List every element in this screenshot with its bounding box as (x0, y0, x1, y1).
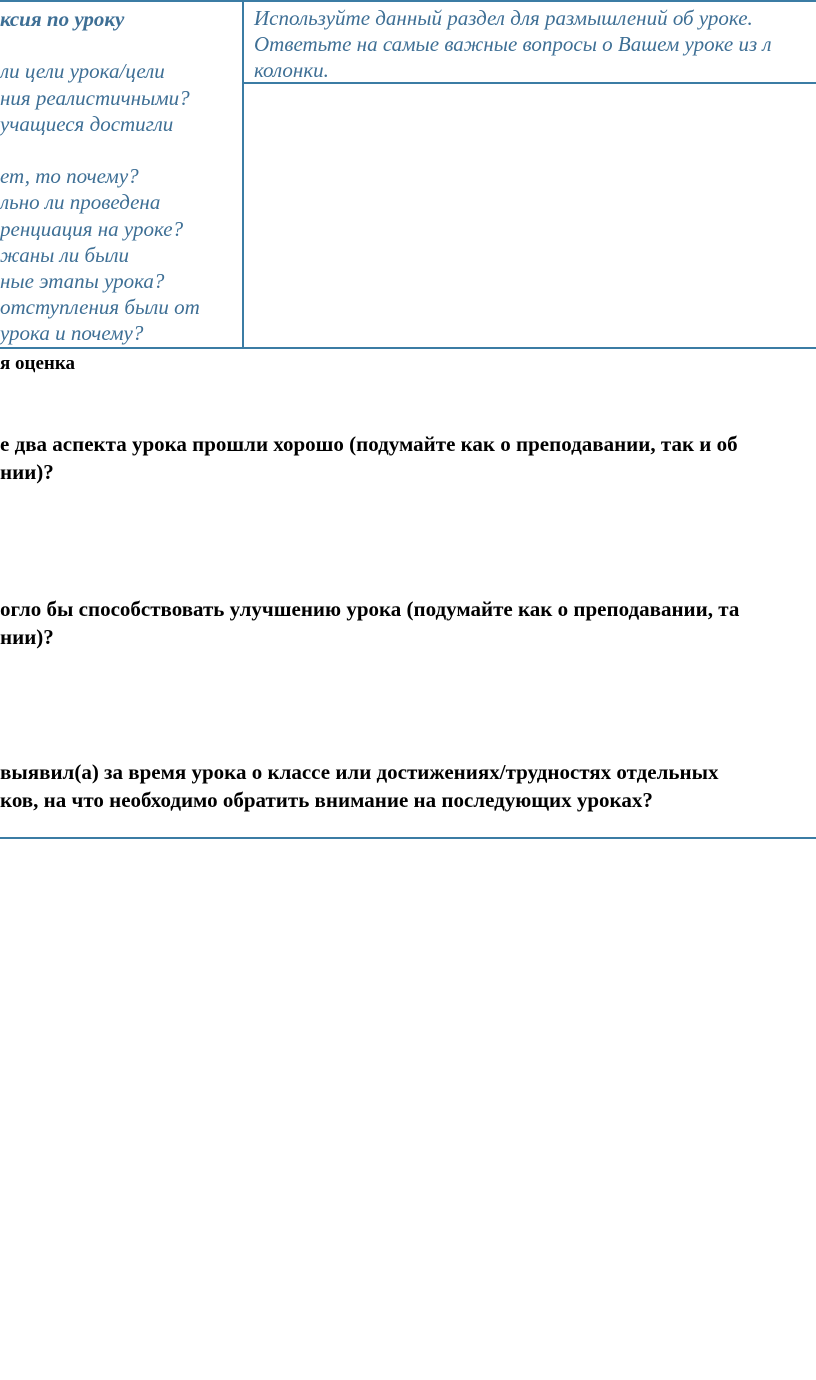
left-cell-line: ные этапы урока? (0, 269, 165, 293)
left-cell-line: жаны ли были (0, 243, 129, 267)
question-1-line: е два аспекта урока прошли хорошо (подумайте как о преподавании, так и об (0, 432, 738, 456)
left-cell-line: ли цели урока/цели (0, 59, 165, 83)
question-3-line: ков, на что необходимо обратить внимание на последующих уроках? (0, 788, 653, 812)
left-cell-line: учащиеся достигли (0, 112, 174, 136)
question-1-line: нии)? (0, 460, 54, 484)
left-cell-line: урока и почему? (0, 321, 144, 345)
summary-heading: я оценка (0, 353, 76, 374)
left-cell-line: ет, то почему? (0, 164, 139, 188)
question-3-line: выявил(а) за время урока о классе или достижениях/трудностях отдельных (0, 760, 719, 784)
question-2-line: нии)? (0, 625, 54, 649)
column-divider (242, 0, 244, 349)
right-cell-divider (243, 82, 816, 84)
table-bottom-border (0, 347, 816, 349)
left-cell-line: ренциация на уроке? (0, 217, 184, 241)
table-top-border (0, 0, 816, 2)
left-cell-line: ния реалистичными? (0, 86, 190, 110)
left-cell-title: ксия по уроку (0, 7, 125, 31)
right-cell-line: колонки. (254, 58, 329, 82)
left-cell-line: отступления были от (0, 295, 200, 319)
right-cell-line: Используйте данный раздел для размышлений об уроке. (254, 6, 753, 30)
right-cell-line: Ответьте на самые важные вопросы о Вашем уроке из л (254, 32, 772, 56)
left-cell-line: льно ли проведена (0, 190, 161, 214)
question-2-line: огло бы способствовать улучшению урока (подумайте как о преподавании, та (0, 597, 740, 621)
section-bottom-border (0, 837, 816, 839)
